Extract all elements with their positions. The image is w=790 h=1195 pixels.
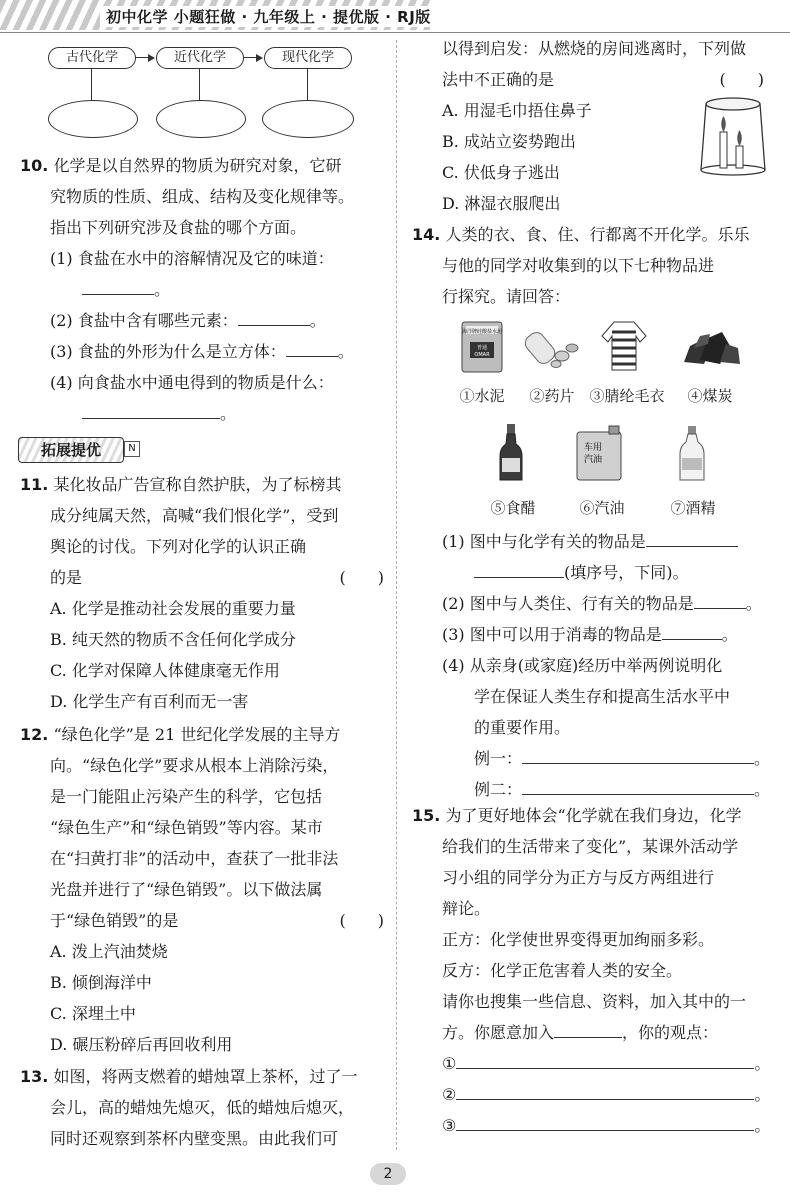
question-14 xyxy=(412,219,782,312)
q15-point-3-blank[interactable] xyxy=(456,1116,754,1131)
q12-text-line: 是一门能阻止污染产生的科学，它包括 xyxy=(50,787,323,806)
item-label-sweater: ③腈纶毛衣 xyxy=(589,387,665,405)
q11-text-line: 舆论的讨伐。下列对化学的认识正确 xyxy=(50,537,307,556)
q15-side-blank[interactable] xyxy=(554,1023,622,1038)
q10-period: 。 xyxy=(337,342,354,361)
q10-text-line: 指出下列研究涉及食盐的哪个方面。 xyxy=(50,218,307,237)
q14-period: 。 xyxy=(745,594,762,613)
q14-sub-1-note: (填序号，下同)。 xyxy=(564,563,689,582)
coal-image xyxy=(680,322,742,368)
q11-text-line: 的是 xyxy=(50,568,83,587)
q15-period: 。 xyxy=(754,1085,771,1104)
q13-option-b[interactable]: B. 成站立姿势跑出 xyxy=(442,132,576,151)
q11-option-d[interactable]: D. 化学生产有百利而无一害 xyxy=(50,692,249,711)
q10-period: 。 xyxy=(154,280,171,299)
q12-text-line: 于“绿色销毁”的是 xyxy=(50,911,179,930)
item-label-gasoline: ⑥汽油 xyxy=(579,499,625,517)
q14-period: 。 xyxy=(754,749,771,768)
q15-prompt-end: ，你的观点： xyxy=(622,1023,719,1042)
q10-sub-1: (1) 食盐在水中的溶解情况及它的味道： xyxy=(50,249,334,268)
q11-option-a[interactable]: A. 化学是推动社会发展的重要力量 xyxy=(50,599,296,618)
q15-text-line: 给我们的生活带来了变化”，某课外活动学 xyxy=(442,837,739,856)
q15-prompt: 方。你愿意加入 xyxy=(442,1023,555,1042)
q12-option-b[interactable]: B. 倾倒海洋中 xyxy=(50,973,152,992)
page-number: 2 xyxy=(370,1163,406,1185)
item-label-pills: ②药片 xyxy=(529,387,575,405)
q12-text-line: “绿色生产”和“绿色销毁”等内容。某市 xyxy=(50,818,323,837)
question-15 xyxy=(412,800,782,1141)
q12-answer-paren[interactable]: ( ) xyxy=(339,911,384,930)
q14-sub-2: (2) 图中与人类住、行有关的物品是 xyxy=(442,594,694,613)
q13-text-line: 以得到启发：从燃烧的房间逃离时，下列做 xyxy=(442,39,747,58)
q10-period: 。 xyxy=(220,404,237,423)
q10-blank-2[interactable] xyxy=(238,311,310,326)
answer-ellipse-3[interactable] xyxy=(262,100,354,138)
q12-number: 12. xyxy=(20,725,49,744)
q12-text-line: “绿色化学”是 21 世纪化学发展的主导方 xyxy=(53,725,341,744)
header-title: 初中化学 小题狂做 · 九年级上 · 提优版 · RJ版 xyxy=(100,6,437,27)
question-11 xyxy=(20,469,390,717)
q14-example-2-blank[interactable] xyxy=(522,780,754,795)
q14-text-line: 行探究。请回答： xyxy=(442,287,571,306)
answer-ellipse-1[interactable] xyxy=(48,100,138,138)
q15-prompt: 请你也搜集一些信息、资料，加入其中的一 xyxy=(442,992,747,1011)
q15-text-line: 为了更好地体会“化学就在我们身边，化学 xyxy=(445,806,742,825)
q14-sub-1: (1) 图中与化学有关的物品是 xyxy=(442,532,646,551)
q10-sub-3: (3) 食盐的外形为什么是立方体： xyxy=(50,342,286,361)
q15-pro-side: 正方：化学使世界变得更加绚丽多彩。 xyxy=(442,930,715,949)
q12-text-line: 向。“绿色化学”要求从根本上消除污染， xyxy=(50,756,339,775)
q14-example-2-label: 例二： xyxy=(474,780,523,799)
q10-sub-4: (4) 向食盐水中通电得到的物质是什么： xyxy=(50,373,334,392)
q13-number: 13. xyxy=(20,1067,49,1086)
stage-modern: 近代化学 xyxy=(156,47,244,69)
q13-text-line: 法中不正确的是 xyxy=(442,70,555,89)
gasoline-can-image xyxy=(573,424,627,484)
arrow-2 xyxy=(243,57,257,58)
q14-text-line: 人类的衣、食、住、行都离不开化学。乐乐 xyxy=(445,225,750,244)
q13-option-a[interactable]: A. 用湿毛巾捂住鼻子 xyxy=(442,101,592,120)
q15-point-1-blank[interactable] xyxy=(456,1054,754,1069)
pills-image xyxy=(522,326,580,370)
q15-text-line: 辩论。 xyxy=(442,899,491,918)
q12-option-c[interactable]: C. 深埋土中 xyxy=(50,1004,136,1023)
svg-text:OMAR: OMAR xyxy=(474,352,490,358)
q12-option-a[interactable]: A. 泼上汽油焚烧 xyxy=(50,942,168,961)
q13-option-d[interactable]: D. 淋湿衣服爬出 xyxy=(442,194,561,213)
q11-number: 11. xyxy=(20,475,49,494)
q15-text-line: 习小组的同学分为正方与反方两组进行 xyxy=(442,868,715,887)
item-label-coal: ④煤炭 xyxy=(687,387,733,405)
q10-text-line: 究物质的性质、组成、结构及变化规律等。 xyxy=(50,187,355,206)
q10-blank-3[interactable] xyxy=(286,342,338,357)
q11-text-line: 成分纯属天然，高喊“我们恨化学”，受到 xyxy=(50,506,339,525)
stage-ancient: 古代化学 xyxy=(48,47,136,69)
q15-point-3-marker: ③ xyxy=(442,1116,457,1135)
connector-3 xyxy=(307,69,308,101)
q11-option-c[interactable]: C. 化学对保障人体健康毫无作用 xyxy=(50,661,280,680)
q14-sub-3: (3) 图中可以用于消毒的物品是 xyxy=(442,625,662,644)
svg-text:汽油: 汽油 xyxy=(583,455,603,465)
q11-text-line: 某化妆品广告宣称自然护肤，为了标榜其 xyxy=(53,475,342,494)
pencil-note-icon: N xyxy=(124,441,140,457)
q15-number: 15. xyxy=(412,806,441,825)
arrowhead-2 xyxy=(256,54,263,62)
q10-sub-2: (2) 食盐中含有哪些元素： xyxy=(50,311,238,330)
svg-text:车用: 车用 xyxy=(583,443,603,453)
q15-period: 。 xyxy=(754,1054,771,1073)
cement-bag-image xyxy=(458,318,506,376)
q10-period: 。 xyxy=(309,311,326,330)
q11-option-b[interactable]: B. 纯天然的物质不含任何化学成分 xyxy=(50,630,296,649)
item-label-alcohol: ⑦酒精 xyxy=(670,499,716,517)
q14-blank-1a[interactable] xyxy=(646,532,738,547)
q14-number: 14. xyxy=(412,225,441,244)
item-label-vinegar: ⑤食醋 xyxy=(490,499,536,517)
q15-point-1-marker: ① xyxy=(442,1054,457,1073)
q13-text-line: 会儿，高的蜡烛先熄灭，低的蜡烛后熄灭， xyxy=(50,1098,355,1117)
question-13 xyxy=(20,1061,390,1154)
column-divider xyxy=(396,40,397,1150)
svg-text:普通: 普通 xyxy=(476,345,488,351)
q14-sub-4-line: 的重要作用。 xyxy=(474,718,571,737)
item-label-cement: ①水泥 xyxy=(459,387,505,405)
acrylic-sweater-image xyxy=(600,318,648,374)
q13-option-c[interactable]: C. 伏低身子逃出 xyxy=(442,163,560,182)
q14-example-1-label: 例一： xyxy=(474,749,523,768)
q15-point-2-marker: ② xyxy=(442,1085,457,1104)
q13-answer-paren[interactable]: ( ) xyxy=(719,70,764,89)
q10-number: 10. xyxy=(20,156,49,175)
q10-blank-4[interactable] xyxy=(82,404,220,419)
q13-text-line: 如图，将两支燃着的蜡烛罩上茶杯，过了一 xyxy=(53,1067,358,1086)
q12-option-d[interactable]: D. 碾压粉碎后再回收利用 xyxy=(50,1035,233,1054)
q15-period: 。 xyxy=(754,1116,771,1135)
q15-con-side: 反方：化学正危害着人类的安全。 xyxy=(442,961,683,980)
vinegar-bottle-image xyxy=(496,422,526,484)
connector-1 xyxy=(91,69,92,101)
alcohol-bottle-image xyxy=(676,424,708,484)
q14-period: 。 xyxy=(721,625,738,644)
question-12 xyxy=(20,719,390,1060)
q14-blank-3[interactable] xyxy=(662,625,722,640)
q10-text-line: 化学是以自然界的物质为研究对象，它研 xyxy=(53,156,342,175)
candles-under-cup-figure xyxy=(696,96,770,178)
q14-blank-1b[interactable] xyxy=(474,563,564,578)
q10-blank-1[interactable] xyxy=(82,280,154,295)
q14-sub-4-line: 学在保证人类生存和提高生活水平中 xyxy=(474,687,731,706)
question-14-subquestions xyxy=(412,526,782,805)
q13-text-line: 同时还观察到茶杯内壁变黑。由此我们可 xyxy=(50,1129,339,1148)
q11-answer-paren[interactable]: ( ) xyxy=(339,568,384,587)
q12-text-line: 在“扫黄打非”的活动中，查获了一批非法 xyxy=(50,849,339,868)
q14-sub-4: (4) 从亲身(或家庭)经历中举两例说明化 xyxy=(442,656,723,675)
q14-period: 。 xyxy=(754,780,771,799)
stage-contemporary: 现代化学 xyxy=(264,47,352,69)
question-10 xyxy=(20,150,390,429)
q14-example-1-blank[interactable] xyxy=(522,749,754,764)
arrow-1 xyxy=(135,57,149,58)
q14-text-line: 与他的同学对收集到的以下七种物品进 xyxy=(442,256,715,275)
q14-blank-2[interactable] xyxy=(694,594,746,609)
q12-text-line: 光盘并进行了“绿色销毁”。以下做法属 xyxy=(50,880,323,899)
section-tag-extension: 拓展提优 xyxy=(18,437,124,463)
connector-2 xyxy=(199,69,200,101)
answer-ellipse-2[interactable] xyxy=(156,100,246,138)
q15-point-2-blank[interactable] xyxy=(456,1085,754,1100)
arrowhead-1 xyxy=(148,54,155,62)
svg-text:海洋牌硅酸盐水泥: 海洋牌硅酸盐水泥 xyxy=(461,329,503,335)
